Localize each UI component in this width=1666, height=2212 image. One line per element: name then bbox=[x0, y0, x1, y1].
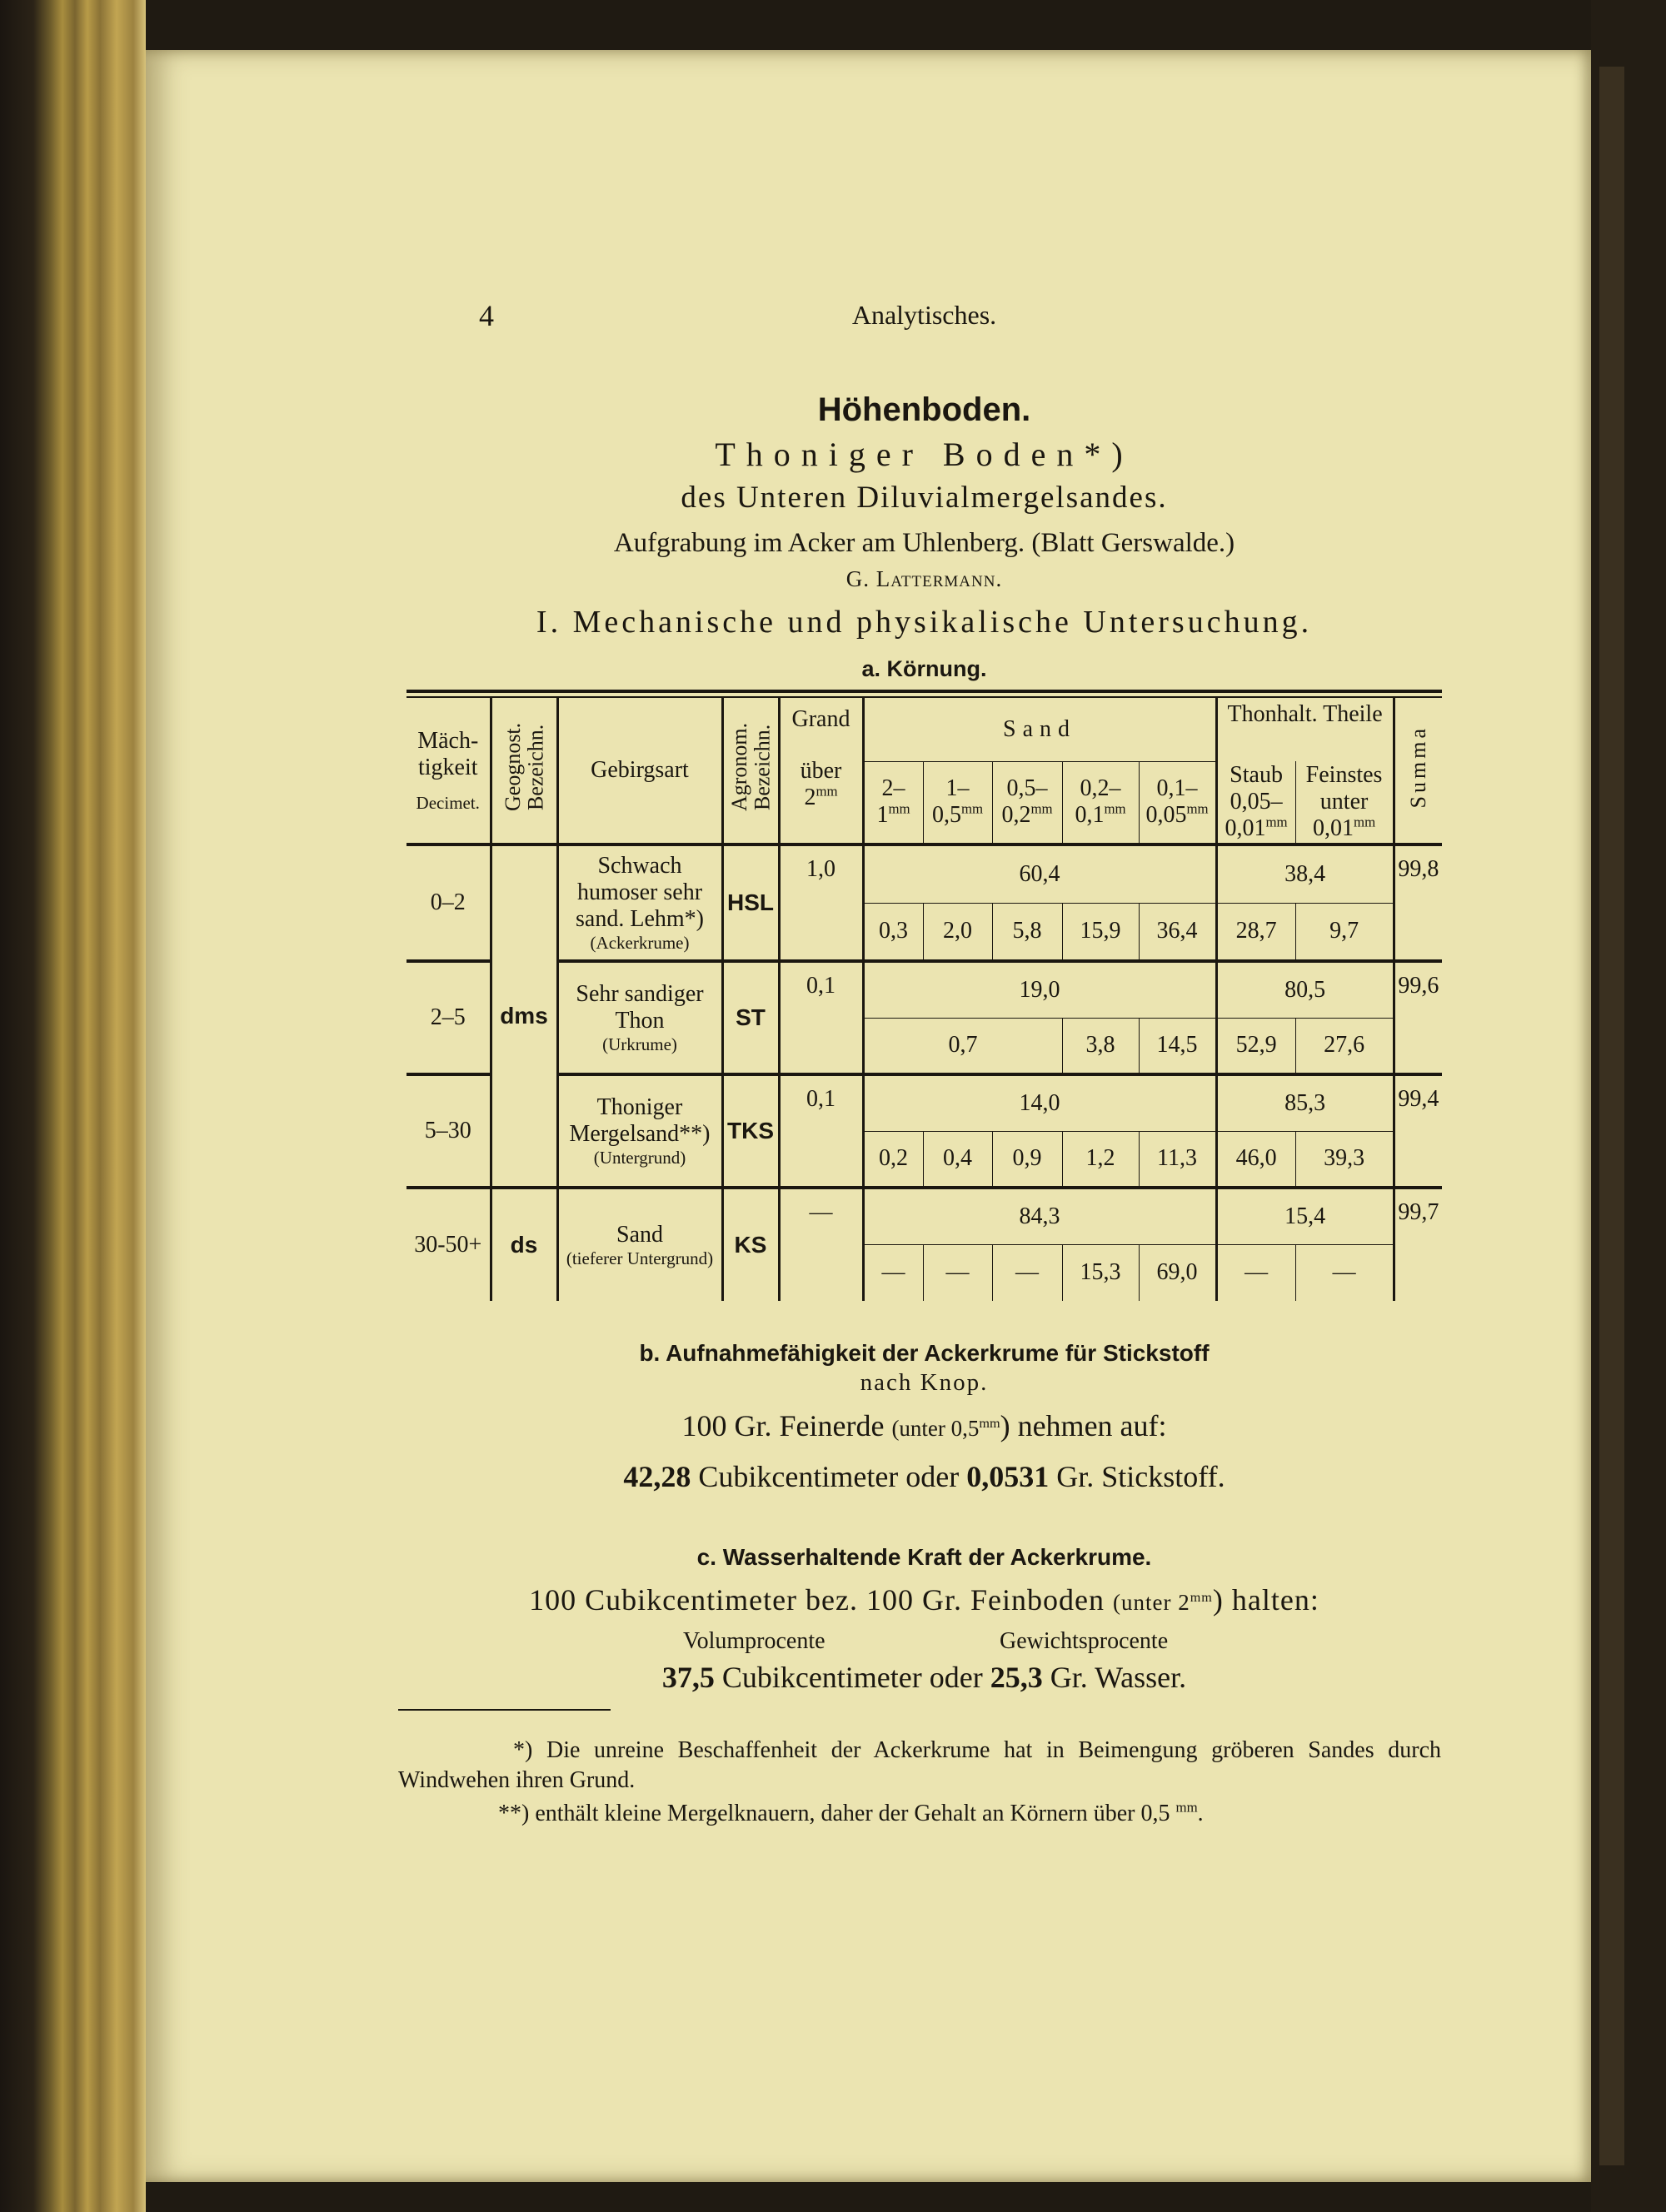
header-agronom bbox=[722, 698, 779, 844]
text: Gr. Stickstoff. bbox=[1056, 1460, 1225, 1493]
table-top-rule bbox=[407, 690, 1442, 693]
thon-value: 28,7 bbox=[1216, 903, 1295, 961]
section-heading-1: I. Mechanische und physikalische Untersuchung. bbox=[536, 605, 1313, 640]
section-c-line2 bbox=[407, 1659, 1442, 1696]
sand-value: 0,2 bbox=[863, 1131, 923, 1188]
running-head: Analytisches. bbox=[851, 300, 997, 330]
header-geognost bbox=[491, 698, 557, 844]
agronom: KS bbox=[722, 1188, 779, 1301]
size-from: 1– bbox=[945, 775, 970, 802]
size-from: 2– bbox=[881, 775, 905, 802]
gebirgsart bbox=[557, 1074, 722, 1188]
body-flow bbox=[398, 690, 1442, 1829]
section-b-line2 bbox=[407, 1458, 1442, 1495]
binding-strip bbox=[1599, 67, 1624, 2165]
unit-mm: mm bbox=[979, 1416, 1000, 1431]
unit-mm: mm bbox=[888, 800, 910, 817]
header-sand-size bbox=[992, 761, 1062, 844]
unit-mm: mm bbox=[1186, 800, 1209, 817]
gebirgsart-name: Thoniger Mergelsand**) bbox=[569, 1094, 711, 1147]
thon-value: — bbox=[1295, 1244, 1394, 1301]
feinstes-to: 0,01 bbox=[1313, 815, 1354, 842]
summa: 99,4 bbox=[1394, 1074, 1442, 1188]
label-volume-percent: Volumprocente bbox=[683, 1628, 826, 1654]
agronom: TKS bbox=[722, 1074, 779, 1188]
sand-total: 84,3 bbox=[863, 1188, 1216, 1244]
sand-value: — bbox=[863, 1244, 923, 1301]
size-to: 0,05 bbox=[1145, 802, 1187, 829]
section-a-heading: a. Körnung. bbox=[861, 656, 987, 681]
sand-value: 15,3 bbox=[1062, 1244, 1139, 1301]
thon-value: 52,9 bbox=[1216, 1018, 1295, 1074]
size-to: 0,2 bbox=[1001, 802, 1031, 829]
staub-to: 0,01 bbox=[1225, 815, 1266, 842]
value-cubic-cm: 42,28 bbox=[623, 1460, 691, 1493]
table-row bbox=[407, 1074, 1442, 1131]
section-b-sub: nach Knop. bbox=[860, 1369, 989, 1396]
section-c-labels bbox=[407, 1627, 1442, 1656]
header-sand-size bbox=[923, 761, 992, 844]
summa: 99,7 bbox=[1398, 1199, 1439, 1225]
gebirgsart-name: Sand bbox=[616, 1221, 663, 1248]
summa: 99,8 bbox=[1394, 844, 1442, 961]
header-summa-label: Summa bbox=[1406, 725, 1431, 809]
unit-mm: mm bbox=[816, 784, 838, 800]
text: . bbox=[1197, 1801, 1204, 1826]
text: Gr. Wasser. bbox=[1050, 1661, 1187, 1694]
sand-total: 60,4 bbox=[863, 844, 1216, 903]
sand-value: 1,2 bbox=[1062, 1131, 1139, 1188]
header-sand-size bbox=[1062, 761, 1139, 844]
size-from: 0,2– bbox=[1080, 775, 1121, 802]
book-page-edges bbox=[0, 0, 146, 2212]
unit-mm: mm bbox=[1265, 814, 1288, 830]
value-volume: 37,5 bbox=[661, 1661, 715, 1694]
text: 100 Cubikcentimeter bez. 100 Gr. Feinboden bbox=[529, 1583, 1105, 1617]
thickness: 30-50+ bbox=[407, 1188, 491, 1301]
footnote-rule bbox=[398, 1709, 611, 1711]
agronom: ST bbox=[722, 961, 779, 1074]
header-thickness-label: Mäch-tigkeit bbox=[417, 727, 479, 780]
agronom: HSL bbox=[722, 844, 779, 961]
sand-value: 2,0 bbox=[923, 903, 992, 961]
sand-value: — bbox=[923, 1244, 992, 1301]
header-grand bbox=[779, 698, 863, 844]
staub-from: 0,05– bbox=[1230, 788, 1283, 815]
header-staub bbox=[1216, 761, 1295, 844]
value-weight: 25,3 bbox=[990, 1661, 1043, 1694]
geognost: dms bbox=[491, 844, 557, 1188]
sand-value-merged: 0,7 bbox=[863, 1018, 1062, 1074]
thon-value: — bbox=[1216, 1244, 1295, 1301]
gebirgsart-note: (Ackerkrume) bbox=[590, 933, 690, 954]
table-row bbox=[407, 961, 1442, 1018]
text: ) halten: bbox=[1212, 1583, 1319, 1617]
sand-total: 14,0 bbox=[863, 1074, 1216, 1131]
text: (unter 0,5 bbox=[891, 1416, 980, 1441]
section-b-line1 bbox=[407, 1407, 1442, 1447]
location: Aufgrabung im Acker am Uhlenberg. (Blatt Gerswalde.) bbox=[613, 528, 1235, 558]
label-weight-percent: Gewichtsprocente bbox=[1000, 1628, 1169, 1654]
text: (unter 2 bbox=[1113, 1590, 1190, 1615]
author: G. Lattermann. bbox=[845, 566, 1003, 591]
text: **) enthält kleine Mergelknauern, daher der Gehalt an Körnern über 0,5 bbox=[498, 1801, 1170, 1826]
header-feinstes bbox=[1295, 761, 1394, 844]
text: 100 Gr. Feinerde bbox=[681, 1409, 885, 1442]
text: ) nehmen auf: bbox=[1000, 1409, 1167, 1442]
grand: 0,1 bbox=[779, 961, 863, 1074]
header-sand-size bbox=[863, 761, 923, 844]
unit-mm: mm bbox=[1354, 814, 1376, 830]
geognost: ds bbox=[491, 1188, 557, 1301]
page-number: 4 bbox=[479, 299, 494, 332]
grand: 1,0 bbox=[779, 844, 863, 961]
table-row bbox=[407, 844, 1442, 903]
value-nitrogen: 0,0531 bbox=[966, 1460, 1050, 1493]
thickness: 2–5 bbox=[407, 961, 491, 1074]
next-page-edge bbox=[1591, 0, 1666, 2212]
size-from: 0,5– bbox=[1006, 775, 1048, 802]
header-agronom-label: Agronom. Bezeichn. bbox=[726, 722, 774, 811]
subtitle-formation: des Unteren Diluvialmergelsandes. bbox=[681, 481, 1168, 515]
staub-label: Staub bbox=[1230, 761, 1283, 788]
header-thickness bbox=[407, 698, 491, 844]
thon-value: 46,0 bbox=[1216, 1131, 1295, 1188]
header-sand: Sand bbox=[863, 698, 1216, 761]
unit-mm: mm bbox=[1030, 800, 1053, 817]
sand-value: 69,0 bbox=[1139, 1244, 1216, 1301]
sand-total: 19,0 bbox=[863, 961, 1216, 1018]
thon-value: 27,6 bbox=[1295, 1018, 1394, 1074]
header-sand-size bbox=[1139, 761, 1216, 844]
grand: 0,1 bbox=[779, 1074, 863, 1188]
thickness: 5–30 bbox=[407, 1074, 491, 1188]
title: Höhenboden. bbox=[817, 391, 1031, 428]
unit-mm: mm bbox=[1190, 1590, 1213, 1605]
unit-mm: mm bbox=[960, 800, 984, 817]
feinstes-from: unter bbox=[1319, 788, 1369, 815]
gebirgsart-note: (Untergrund) bbox=[593, 1148, 686, 1168]
header-thickness-unit: Decimet. bbox=[416, 793, 480, 814]
sand-value: 3,8 bbox=[1062, 1018, 1139, 1074]
gebirgsart-name: Sehr sandiger Thon bbox=[576, 980, 704, 1034]
text: Cubikcentimeter oder bbox=[721, 1661, 983, 1694]
thon-total: 38,4 bbox=[1216, 844, 1394, 903]
size-to: 0,1 bbox=[1075, 802, 1105, 829]
subtitle-soil: Thoniger Boden*) bbox=[715, 436, 1134, 473]
sand-value: 15,9 bbox=[1062, 903, 1139, 961]
section-c-heading: c. Wasserhaltende Kraft der Ackerkrume. bbox=[696, 1544, 1152, 1570]
summa: 99,6 bbox=[1394, 961, 1442, 1074]
gebirgsart-note: (tieferer Untergrund) bbox=[566, 1248, 714, 1269]
gebirgsart bbox=[557, 844, 722, 961]
sand-value: 11,3 bbox=[1139, 1131, 1216, 1188]
thon-value: 39,3 bbox=[1295, 1131, 1394, 1188]
gebirgsart-note: (Urkrume) bbox=[602, 1034, 677, 1055]
unit-mm: mm bbox=[1104, 800, 1126, 817]
size-from: 0,1– bbox=[1156, 775, 1198, 802]
footnote-2 bbox=[398, 1799, 1441, 1829]
thon-total: 80,5 bbox=[1216, 961, 1394, 1018]
table-row bbox=[407, 1188, 1442, 1244]
unit-mm: mm bbox=[1175, 1799, 1198, 1816]
header-grand-size: 2 bbox=[804, 785, 816, 811]
thon-value: 9,7 bbox=[1295, 903, 1394, 961]
grain-size-table bbox=[407, 698, 1442, 1301]
sand-value: 14,5 bbox=[1139, 1018, 1216, 1074]
thon-total: 15,4 bbox=[1216, 1188, 1394, 1244]
footnote-1: *) Die unreine Beschaffenheit der Ackerkrume hat in Beimengung gröberen Sandes durch Windwehen ihren Grund. bbox=[398, 1737, 1441, 1793]
feinstes-label: Feinstes bbox=[1305, 761, 1383, 788]
header-gebirgsart: Gebirgsart bbox=[557, 698, 722, 844]
header-summa bbox=[1394, 698, 1442, 844]
sand-value: 0,4 bbox=[923, 1131, 992, 1188]
section-b-heading: b. Aufnahmefähigkeit der Ackerkrume für Stickstoff bbox=[639, 1340, 1210, 1366]
thon-total: 85,3 bbox=[1216, 1074, 1394, 1131]
section-c-line1 bbox=[407, 1582, 1442, 1621]
thickness: 0–2 bbox=[407, 844, 491, 961]
sand-value: 5,8 bbox=[992, 903, 1062, 961]
sand-value: — bbox=[992, 1244, 1062, 1301]
header-grand-sub: über bbox=[800, 758, 842, 785]
grand: — bbox=[779, 1188, 863, 1301]
header-grand-label: Grand bbox=[791, 706, 850, 732]
gebirgsart bbox=[557, 961, 722, 1074]
gebirgsart-name: Schwach humoser sehr sand. Lehm*) bbox=[576, 852, 704, 933]
header-geognost-label: Geognost. Bezeichn. bbox=[500, 722, 547, 811]
size-to: 0,5 bbox=[931, 802, 961, 829]
sand-value: 36,4 bbox=[1139, 903, 1216, 961]
header-thon: Thonhalt. Theile bbox=[1216, 698, 1394, 761]
sand-value: 0,9 bbox=[992, 1131, 1062, 1188]
text: Cubikcentimeter oder bbox=[698, 1460, 960, 1493]
size-to: 1 bbox=[876, 802, 889, 829]
sand-value: 0,3 bbox=[863, 903, 923, 961]
gebirgsart bbox=[557, 1188, 722, 1301]
